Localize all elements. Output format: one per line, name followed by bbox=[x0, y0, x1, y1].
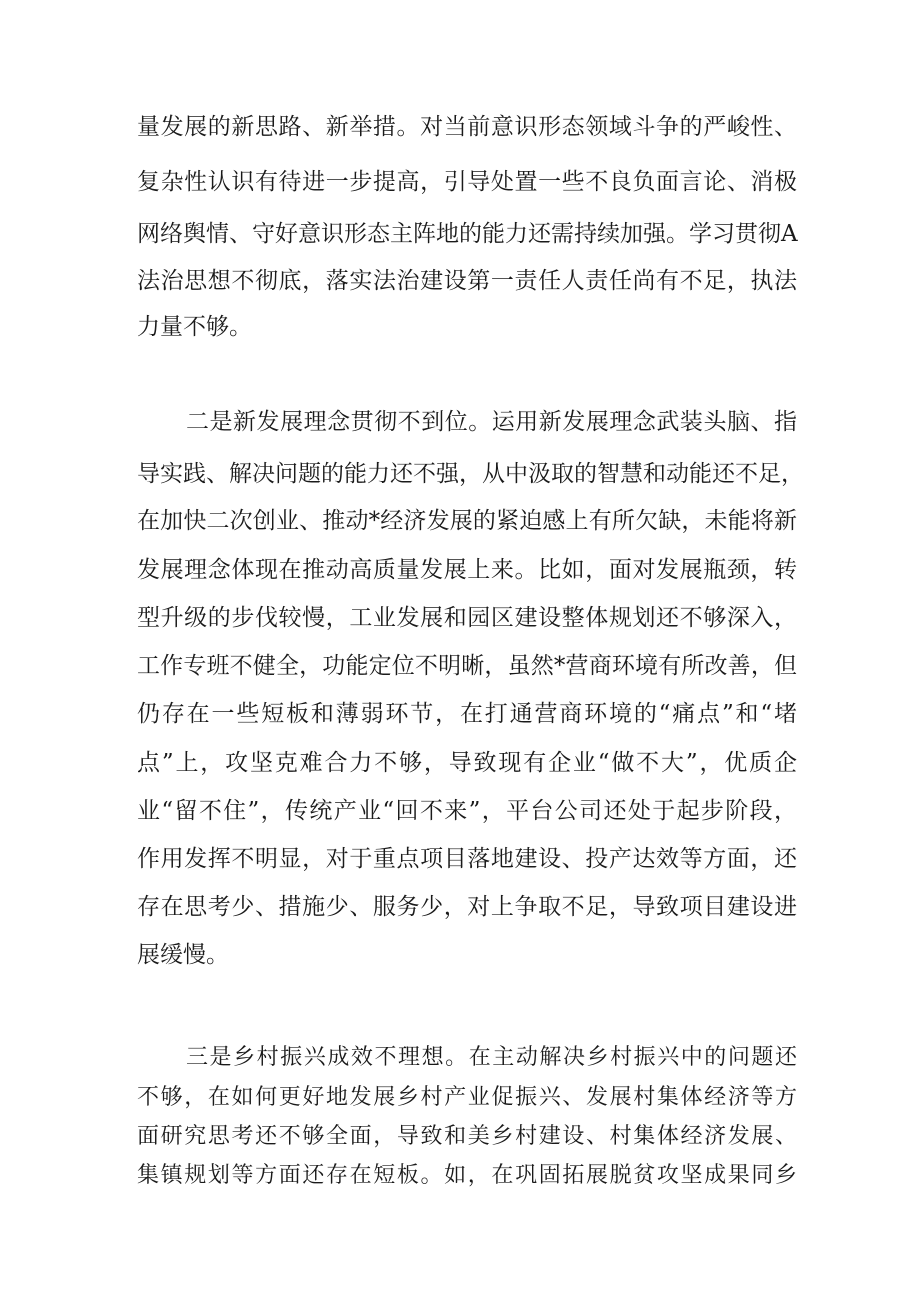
text-line: 力量不够。 bbox=[137, 314, 252, 340]
text-line: 二是新发展理念贯彻不到位。运用新发展理念武装头脑、指 bbox=[186, 409, 797, 435]
text-line: 复杂性认识有待进一步提高，引导处置一些不良负面言论、消极 bbox=[137, 169, 797, 195]
text-line: 在加快二次创业、推动*经济发展的紧迫感上有所欠缺，未能将新 bbox=[137, 508, 797, 534]
text-line: 量发展的新思路、新举措。对当前意识形态领域斗争的严峻性、 bbox=[137, 114, 797, 140]
text-line: 存在思考少、措施少、服务少，对上争取不足，导致项目建设进 bbox=[137, 894, 797, 920]
text-line: 面研究思考还不够全面，导致和美乡村建设、村集体经济发展、 bbox=[137, 1124, 797, 1149]
text-line: 仍存在一些短板和薄弱环节，在打通营商环境的“痛点”和“堵 bbox=[137, 701, 797, 727]
text-line: 作用发挥不明显，对于重点项目落地建设、投产达效等方面，还 bbox=[137, 846, 797, 872]
text-line: 法治思想不彻底，落实法治建设第一责任人责任尚有不足，执法 bbox=[137, 268, 797, 294]
text-line: 业“留不住”，传统产业“回不来”，平台公司还处于起步阶段， bbox=[137, 798, 797, 824]
text-line: 三是乡村振兴成效不理想。在主动解决乡村振兴中的问题还 bbox=[186, 1045, 797, 1070]
text-line: 不够，在如何更好地发展乡村产业促振兴、发展村集体经济等方 bbox=[137, 1085, 797, 1110]
text-line: 发展理念体现在推动高质量发展上来。比如，面对发展瓶颈，转 bbox=[137, 557, 797, 583]
text-line: 点”上，攻坚克难合力不够，导致现有企业“做不大”，优质企 bbox=[137, 750, 797, 776]
text-line: 导实践、解决问题的能力还不强，从中汲取的智慧和动能还不足， bbox=[137, 461, 804, 487]
text-line: 网络舆情、守好意识形态主阵地的能力还需持续加强。学习贯彻A bbox=[137, 221, 798, 247]
text-line: 工作专班不健全，功能定位不明晰，虽然*营商环境有所改善，但 bbox=[137, 653, 797, 679]
text-line: 展缓慢。 bbox=[137, 942, 229, 968]
text-line: 集镇规划等方面还存在短板。如，在巩固拓展脱贫攻坚成果同乡 bbox=[137, 1163, 797, 1188]
text-line: 型升级的步伐较慢，工业发展和园区建设整体规划还不够深入， bbox=[137, 605, 797, 631]
